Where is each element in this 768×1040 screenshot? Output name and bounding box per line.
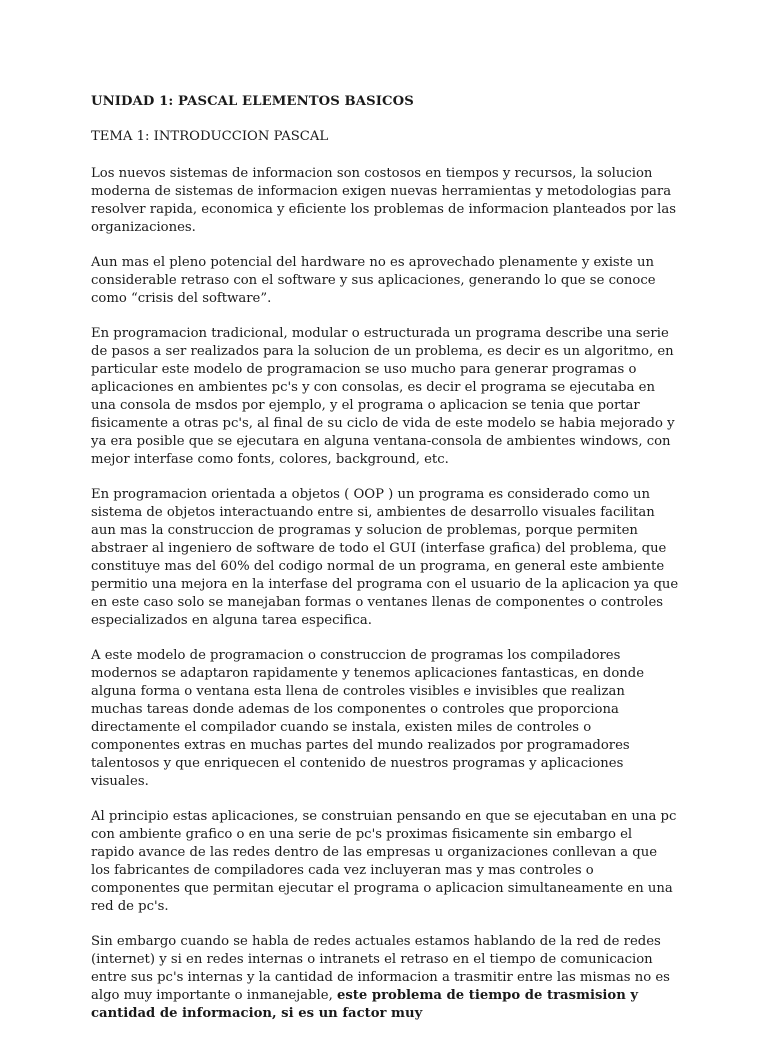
paragraph-5: A este modelo de programacion o construccion de programas los compiladores modernos se adaptaron rapidamente y tenemos aplicaciones fantasticas, en donde alguna forma o ventana esta llena de controles visibles e invisibles que realizan muchas tareas donde ademas de los componentes o controles que proporciona directamente el compilador cuando se instala, existen miles de controles o componentes extras en muchas partes del mundo realizados por programadores talentosos y que enriquecen el contenido de nuestros programas y aplicaciones visuales. — [91, 648, 645, 789]
paragraph-6: Al principio estas aplicaciones, se construian pensando en que se ejecutaban en una pc con ambiente grafico o en una serie de pc's proximas fisicamente sin embargo el rapido avance de las redes dentro de las empresas u organizaciones conllevan a que los fabricantes de compiladores cada vez incluyeran mas y mas controles o componentes que permitan ejecutar el programa o aplicacion simultaneamente en una red de pc's. — [91, 809, 677, 914]
document-body — [91, 93, 679, 1040]
topic-heading: TEMA 1: INTRODUCCION PASCAL — [91, 129, 329, 144]
paragraph-7 — [91, 933, 679, 1023]
paragraph-2: Aun mas el pleno potencial del hardware no es aprovechado plenamente y existe un considerable retraso con el software y sus aplicaciones, generando lo que se conoce como “crisis del software”. — [91, 255, 656, 306]
paragraph-7-text: Sin embargo cuando se habla de redes actuales estamos hablando de la red de redes (internet) y si en redes internas o intranets el retraso en el tiempo de comunicacion entre sus pc's internas y la cantidad de informacion a trasmitir entre las mismas no es algo muy importante o inmanejable, — [91, 934, 670, 1003]
paragraph-3: En programacion tradicional, modular o estructurada un programa describe una serie de pasos a ser realizados para la solucion de un problema, es decir es un algoritmo, en particular este modelo de programacion se uso mucho para generar programas o aplicaciones en ambientes pc's y con consolas, es decir el programa se ejecutaba en una consola de msdos por ejemplo, y el programa o aplicacion se tenia que portar fisicamente a otras pc's, al final de su ciclo de vida de este modelo se habia mejorado y ya era posible que se ejecutara en alguna ventana-consola de ambientes windows, con mejor interfase como fonts, colores, background, etc. — [91, 326, 675, 467]
paragraph-1: Los nuevos sistemas de informacion son costosos en tiempos y recursos, la solucion moderna de sistemas de informacion exigen nuevas herramientas y metodologias para resolver rapida, economica y eficiente los problemas de informacion planteados por las organizaciones. — [91, 166, 676, 235]
paragraph-4: En programacion orientada a objetos ( OOP ) un programa es considerado como un sistema de objetos interactuando entre si, ambientes de desarrollo visuales facilitan aun mas la construccion de programas y solucion de problemas, porque permiten abstraer al ingeniero de software de todo el GUI (interfase grafica) del problema, que constituye mas del 60% del codigo normal de un programa, en general este ambiente permitio una mejora en la interfase del programa con el usuario de la aplicacion ya que en este caso solo se manejaban formas o ventanes llenas de componentes o controles especializados en alguna tarea especifica. — [91, 487, 679, 628]
unit-heading: UNIDAD 1: PASCAL ELEMENTOS BASICOS — [91, 94, 414, 109]
paragraph-7-bold-text: este problema de tiempo de trasmision y cantidad de informacion, si es un factor muy — [91, 988, 639, 1021]
